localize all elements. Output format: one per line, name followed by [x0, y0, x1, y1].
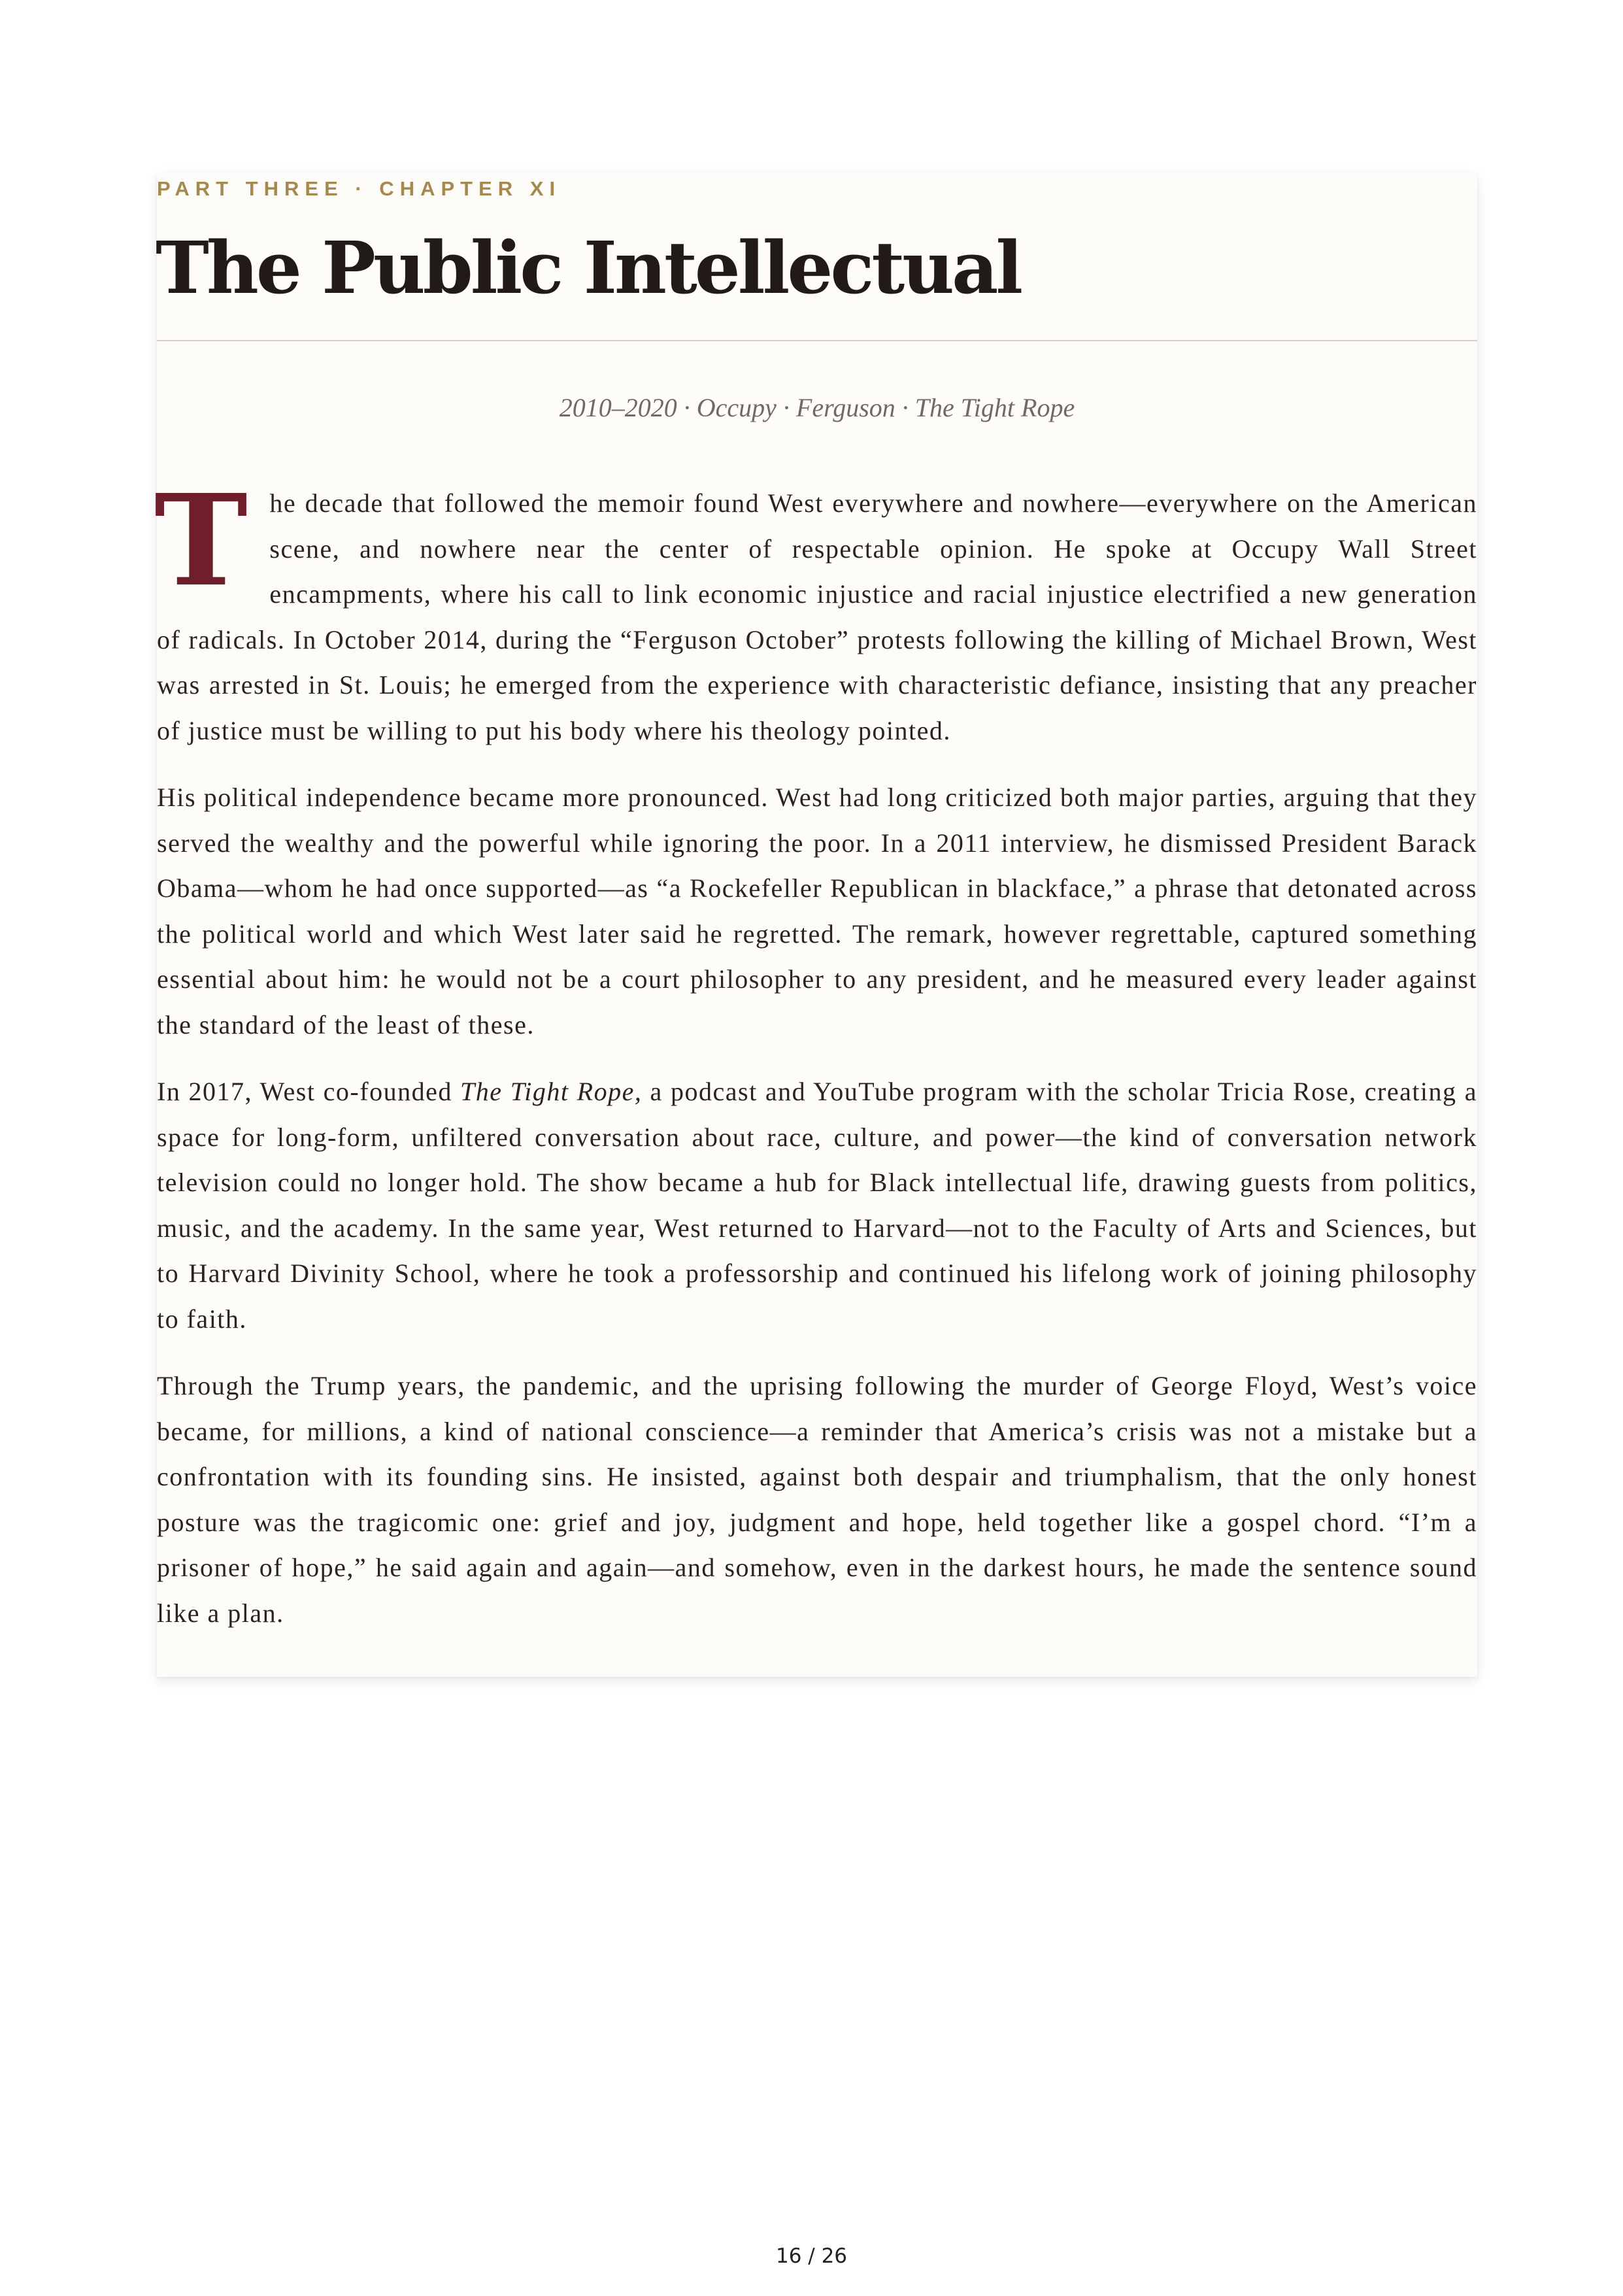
paragraph-1: [154, 467, 1477, 753]
chapter-subtitle: 2010–2020 · Occupy · Ferguson · The Tight Rope: [559, 393, 1075, 422]
chapter-title: The Public Intellectual: [156, 226, 1021, 310]
paragraph-1-text: he decade that followed the memoir found West everywhere and nowhere—everywhere on the American scene, and nowhere near the center of respectable opinion. He spoke at Occupy Wall Street encampments, where his call to link economic injustice and racial injustice electrified a new generation of radicals. In October 2014, during the “Ferguson October” protests following the killing of Michael Brown, West was arrested in St. Louis; he emerged from the experience with characteristic defiance, insisting that any preacher of justice must be willing to put his body where his theology pointed.: [157, 488, 1477, 745]
chapter-body: [154, 467, 1477, 1657]
paragraph-4: Through the Trump years, the pandemic, and the uprising following the murder of George Floyd, West’s voice became, for millions, a kind of national conscience—a reminder that America’s crisis was not a mistake but a confrontation with its founding sins. He insisted, against both despair and triumphalism, that the only honest posture was the tragicomic one: grief and joy, judgment and hope, held together like a gospel chord. “I’m a prisoner of hope,” he said again and again—and somehow, even in the darkest hours, he made the sentence sound like a plan.: [157, 1371, 1477, 1628]
paragraph-3: [157, 1069, 1477, 1342]
paragraph-3-lead: In 2017, West co-founded: [157, 1077, 461, 1106]
paragraph-3-rest: a podcast and YouTube program with the scholar Tricia Rose, creating a space for long-form, unfiltered conversation about race, culture, and power—the kind of conversation network television could no longer hold. The show became a hub for Black intellectual life, drawing guests from politics, music, and the academy. In the same year, West returned to Harvard—not to the Faculty of Arts and Sciences, but to Harvard Divinity School, where he took a professorship and continued his lifelong work of joining philosophy to faith.: [157, 1077, 1477, 1334]
podcast-title: The Tight Rope,: [460, 1077, 643, 1106]
page-number: 16 / 26: [775, 2244, 848, 2268]
drop-cap: T: [154, 467, 249, 615]
title-divider: [157, 340, 1477, 341]
paragraph-2: His political independence became more pronounced. West had long criticized both major parties, arguing that they served the wealthy and the powerful while ignoring the poor. In a 2011 interview, he dismissed President Barack Obama—whom he had once supported—as “a Rockefeller Republican in blackface,” a phrase that detonated across the political world and which West later said he regretted. The remark, however regrettable, captured something essential about him: he would not be a court philosopher to any president, and he measured every leader against the standard of the least of these.: [157, 783, 1477, 1039]
chapter-kicker: PART THREE · CHAPTER XI: [157, 177, 561, 200]
